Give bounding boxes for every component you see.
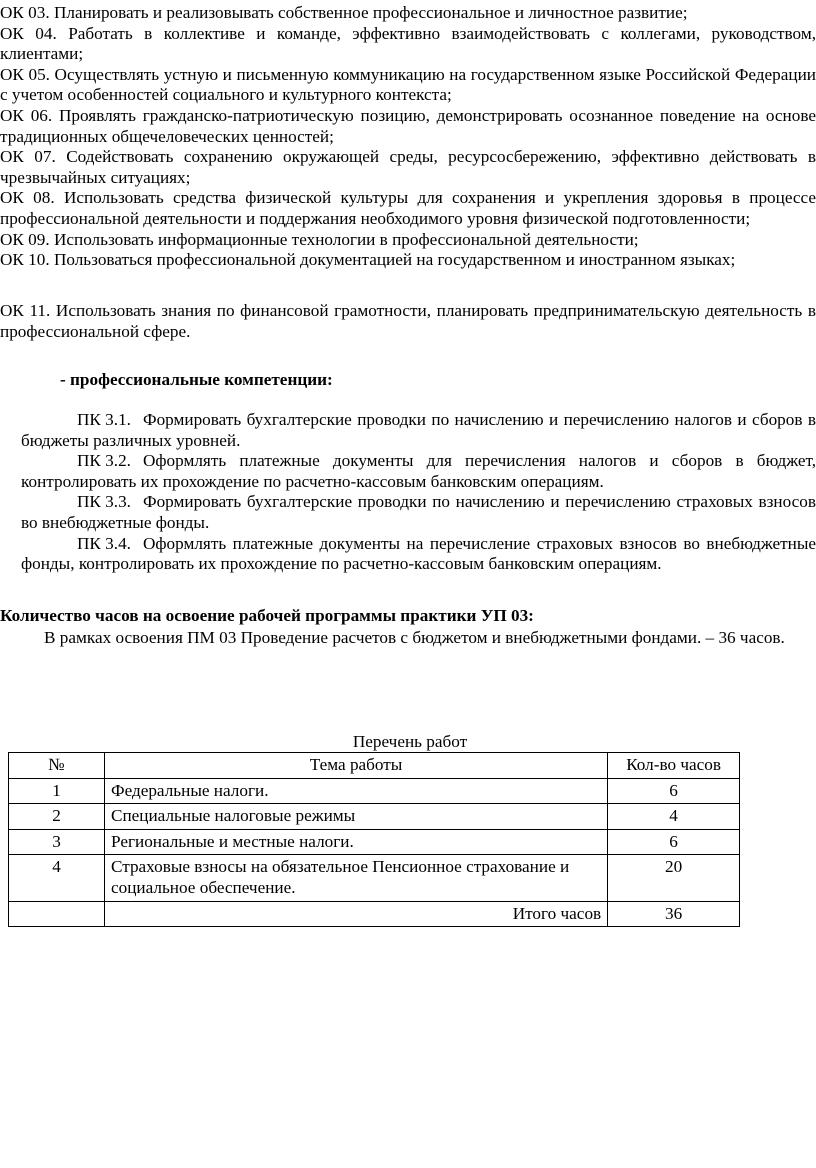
- ok-item-11: ОК 11. Использовать знания по финансовой грамотности, планировать предпринимательскую деятельность в профессиональной сфере.: [0, 301, 816, 341]
- ok-item-09: ОК 09. Использовать информационные технологии в профессиональной деятельности;: [0, 229, 639, 249]
- pk-text: Формировать бухгалтерские проводки по начислению и перечислению налогов и сборов в бюджеты различных уровней.: [21, 410, 816, 450]
- header-number: №: [9, 753, 105, 779]
- row-number: 3: [9, 829, 105, 855]
- row-hours: 6: [608, 829, 740, 855]
- pk-code: ПК 3.3.: [77, 492, 131, 512]
- pk-text: Формировать бухгалтерские проводки по начислению и перечислению страховых взносов во внебюджетные фонды.: [21, 492, 816, 532]
- pk-code: ПК 3.4.: [77, 533, 131, 553]
- pk-code: ПК 3.1.: [77, 410, 131, 429]
- pk-text: Оформлять платежные документы для перечисления налогов и сборов в бюджет, контролировать их прохождение по расчетно-кассовым банковским операциям.: [21, 451, 816, 491]
- professional-competencies-list: [21, 410, 816, 575]
- professional-competencies-heading: - профессиональные компетенции:: [60, 370, 333, 389]
- row-topic: Страховые взносы на обязательное Пенсионное страхование и социальное обеспечение.: [104, 855, 607, 901]
- general-competencies-list: [0, 3, 816, 271]
- row-number: 1: [9, 778, 105, 804]
- row-number: 4: [9, 855, 105, 901]
- header-hours: Кол-во часов: [608, 753, 740, 779]
- total-value: 36: [608, 901, 740, 927]
- ok-item-06: ОК 06. Проявлять гражданско-патриотическую позицию, демонстрировать осознанное поведение на основе традиционных общечеловеческих ценностей;: [0, 105, 816, 146]
- row-hours: 6: [608, 778, 740, 804]
- row-number: 2: [9, 804, 105, 830]
- row-hours: 4: [608, 804, 740, 830]
- ok-item-04: ОК 04. Работать в коллективе и команде, эффективно взаимодействовать с коллегами, руководством, клиентами;: [0, 23, 816, 64]
- row-topic: Специальные налоговые режимы: [104, 804, 607, 830]
- table-total-row: [9, 901, 740, 927]
- row-hours: 20: [608, 855, 740, 901]
- ok-item-07: ОК 07. Содействовать сохранению окружающей среды, ресурсосбережению, эффективно действовать в чрезвычайных ситуациях;: [0, 147, 816, 187]
- practice-hours-heading: Количество часов на освоение рабочей программы практики УП 03:: [0, 606, 534, 625]
- table-header-row: [9, 753, 740, 779]
- total-empty-cell: [9, 901, 105, 927]
- practice-hours-text: В рамках освоения ПМ 03 Проведение расчетов с бюджетом и внебюджетными фондами. – 36 часов.: [44, 628, 785, 647]
- pk-code: ПК 3.2.: [77, 451, 131, 471]
- pk-item: [21, 451, 816, 492]
- row-topic: Федеральные налоги.: [104, 778, 607, 804]
- pk-item: [21, 492, 816, 533]
- table-row: [9, 855, 740, 901]
- pk-item: [21, 534, 816, 575]
- ok-item-05: ОК 05. Осуществлять устную и письменную коммуникацию на государственном языке Российской Федерации с учетом особенностей социального и культурного контекста;: [0, 64, 816, 105]
- header-topic: Тема работы: [104, 753, 607, 779]
- table-row: [9, 778, 740, 804]
- ok-item-03: ОК 03. Планировать и реализовывать собственное профессиональное и личностное развитие;: [0, 3, 688, 22]
- table-row: [9, 829, 740, 855]
- total-label: Итого часов: [104, 901, 607, 927]
- ok-item-10: ОК 10. Пользоваться профессиональной документацией на государственном и иностранном языках;: [0, 250, 736, 270]
- table-row: [9, 804, 740, 830]
- row-topic: Региональные и местные налоги.: [104, 829, 607, 855]
- works-table-caption: Перечень работ: [352, 732, 468, 751]
- ok-item-08: ОК 08. Использовать средства физической культуры для сохранения и укрепления здоровья в процессе профессиональной деятельности и поддержания необходимого уровня физической подготовленности;: [0, 188, 816, 228]
- pk-text: Оформлять платежные документы на перечисление страховых взносов во внебюджетные фонды, контролировать их прохождение по расчетно-кассовым банковским операциям.: [21, 533, 816, 574]
- pk-item: [21, 410, 816, 451]
- works-table: [8, 752, 740, 927]
